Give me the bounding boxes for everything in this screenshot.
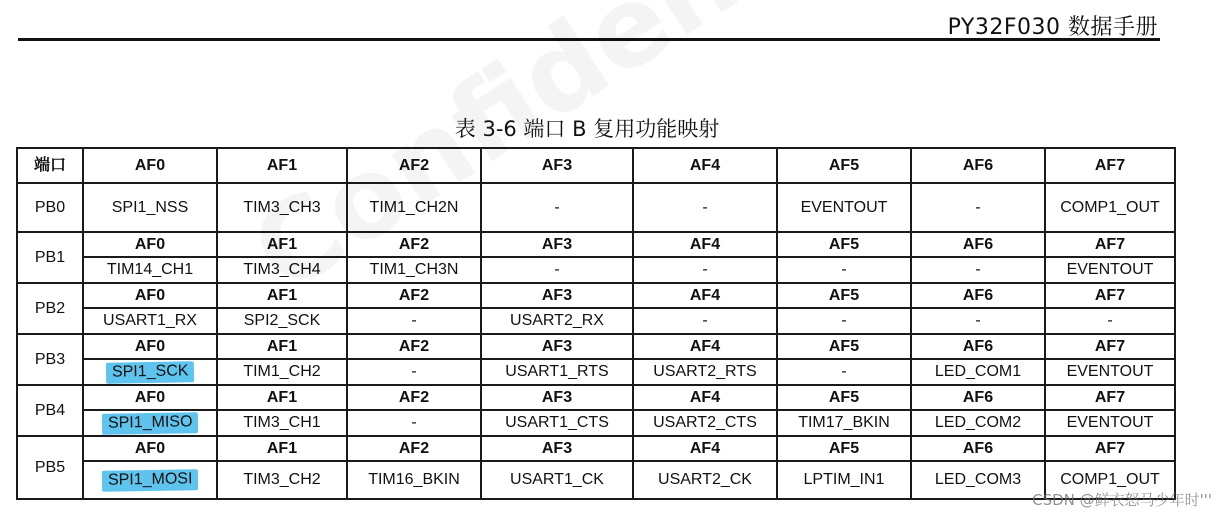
af-header: AF2 — [347, 385, 481, 410]
af-header: AF6 — [911, 283, 1045, 308]
af-header: AF0 — [83, 385, 217, 410]
af-cell: - — [911, 308, 1045, 334]
af-cell: - — [481, 183, 633, 232]
af-cell: TIM3_CH2 — [217, 461, 347, 499]
af-cell: - — [347, 410, 481, 436]
table-subheader-row — [17, 385, 1175, 410]
header-rule — [18, 38, 1160, 41]
af-cell: TIM1_CH2N — [347, 183, 481, 232]
af-cell: LED_COM2 — [911, 410, 1045, 436]
port-name: PB2 — [17, 283, 83, 334]
af-cell: EVENTOUT — [1045, 257, 1175, 283]
af-header: AF4 — [633, 283, 777, 308]
af-cell — [83, 461, 217, 499]
af-header: AF6 — [911, 334, 1045, 359]
af-cell: TIM17_BKIN — [777, 410, 911, 436]
af-cell: - — [347, 359, 481, 385]
highlighted-af-cell: SPI1_MISO — [102, 412, 199, 435]
af-header: AF4 — [633, 385, 777, 410]
af-header: AF0 — [83, 436, 217, 461]
af-header: AF5 — [777, 436, 911, 461]
table-caption: 表 3-6 端口 B 复用功能映射 — [454, 117, 720, 141]
af-header: AF3 — [481, 283, 633, 308]
af-header: AF4 — [633, 148, 777, 183]
af-cell: LPTIM_IN1 — [777, 461, 911, 499]
af-header: AF2 — [347, 148, 481, 183]
af-cell: TIM3_CH1 — [217, 410, 347, 436]
af-header: AF3 — [481, 436, 633, 461]
port-name: PB3 — [17, 334, 83, 385]
af-header: AF6 — [911, 232, 1045, 257]
port-name: PB1 — [17, 232, 83, 283]
af-header: AF6 — [911, 148, 1045, 183]
table-row — [17, 257, 1175, 283]
af-header: AF2 — [347, 436, 481, 461]
af-cell: USART2_CK — [633, 461, 777, 499]
af-cell: TIM14_CH1 — [83, 257, 217, 283]
af-cell: LED_COM1 — [911, 359, 1045, 385]
af-header: AF0 — [83, 334, 217, 359]
af-cell: EVENTOUT — [1045, 359, 1175, 385]
table-row — [17, 461, 1175, 499]
af-cell: EVENTOUT — [777, 183, 911, 232]
af-header: AF2 — [347, 232, 481, 257]
af-cell: - — [911, 257, 1045, 283]
af-cell: LED_COM3 — [911, 461, 1045, 499]
af-header: AF7 — [1045, 334, 1175, 359]
af-cell: USART2_CTS — [633, 410, 777, 436]
af-cell: USART1_CTS — [481, 410, 633, 436]
af-header: AF1 — [217, 283, 347, 308]
af-header: AF7 — [1045, 385, 1175, 410]
af-header: AF0 — [83, 232, 217, 257]
alternate-function-table — [16, 147, 1176, 500]
af-header: AF3 — [481, 232, 633, 257]
af-header: AF5 — [777, 148, 911, 183]
af-cell: TIM16_BKIN — [347, 461, 481, 499]
af-cell: TIM1_CH3N — [347, 257, 481, 283]
af-header: AF3 — [481, 385, 633, 410]
af-header: AF1 — [217, 232, 347, 257]
af-cell-text: COMP1_OUT — [1060, 471, 1160, 488]
af-header: AF3 — [481, 334, 633, 359]
af-cell: USART1_RTS — [481, 359, 633, 385]
af-cell: - — [1045, 308, 1175, 334]
port-name: PB5 — [17, 436, 83, 499]
af-header: AF5 — [777, 334, 911, 359]
af-cell — [83, 359, 217, 385]
af-header: AF7 — [1045, 283, 1175, 308]
af-header: AF0 — [83, 283, 217, 308]
af-header: AF6 — [911, 436, 1045, 461]
af-cell: USART2_RX — [481, 308, 633, 334]
af-cell: SPI2_SCK — [217, 308, 347, 334]
table-subheader-row — [17, 334, 1175, 359]
table-row — [17, 410, 1175, 436]
af-header: AF5 — [777, 385, 911, 410]
af-header: AF2 — [347, 283, 481, 308]
af-cell: TIM1_CH2 — [217, 359, 347, 385]
af-header: AF5 — [777, 232, 911, 257]
af-cell: TIM3_CH3 — [217, 183, 347, 232]
table-subheader-row — [17, 232, 1175, 257]
af-header: AF7 — [1045, 232, 1175, 257]
af-cell: USART2_RTS — [633, 359, 777, 385]
af-header: AF7 — [1045, 148, 1175, 183]
af-cell-text: COMP1_OUT — [1060, 198, 1160, 216]
table-row — [17, 359, 1175, 385]
af-header: AF1 — [217, 385, 347, 410]
af-cell: TIM3_CH4 — [217, 257, 347, 283]
af-cell: - — [633, 183, 777, 232]
af-cell: - — [777, 359, 911, 385]
af-cell: - — [911, 183, 1045, 232]
af-header: AF4 — [633, 334, 777, 359]
table-subheader-row — [17, 436, 1175, 461]
table-header-row — [17, 148, 1175, 183]
highlighted-af-cell: SPI1_MOSI — [102, 469, 199, 492]
document-header-title: PY32F030 数据手册 — [947, 15, 1158, 40]
af-cell: - — [633, 308, 777, 334]
table-row — [17, 183, 1175, 232]
af-header: AF1 — [217, 436, 347, 461]
af-cell: - — [347, 308, 481, 334]
af-cell — [1045, 183, 1175, 232]
af-cell: - — [777, 257, 911, 283]
af-cell: - — [481, 257, 633, 283]
af-header: AF5 — [777, 283, 911, 308]
af-cell: - — [777, 308, 911, 334]
port-name: PB4 — [17, 385, 83, 436]
af-cell: EVENTOUT — [1045, 410, 1175, 436]
af-cell — [83, 410, 217, 436]
table-row — [17, 308, 1175, 334]
af-header: AF2 — [347, 334, 481, 359]
af-cell: SPI1_NSS — [83, 183, 217, 232]
af-cell: USART1_RX — [83, 308, 217, 334]
af-header: AF7 — [1045, 436, 1175, 461]
port-name: PB0 — [17, 183, 83, 232]
source-credit: CSDN @鲜衣怒马少年时''' — [1032, 491, 1212, 509]
af-header: AF6 — [911, 385, 1045, 410]
highlighted-af-cell: SPI1_SCK — [106, 361, 195, 384]
af-header: AF4 — [633, 436, 777, 461]
port-column-header: 端口 — [17, 148, 83, 183]
af-header: AF4 — [633, 232, 777, 257]
table-subheader-row — [17, 283, 1175, 308]
af-header: AF3 — [481, 148, 633, 183]
af-cell: - — [633, 257, 777, 283]
af-header: AF0 — [83, 148, 217, 183]
af-cell: USART1_CK — [481, 461, 633, 499]
af-header: AF1 — [217, 334, 347, 359]
af-header: AF1 — [217, 148, 347, 183]
